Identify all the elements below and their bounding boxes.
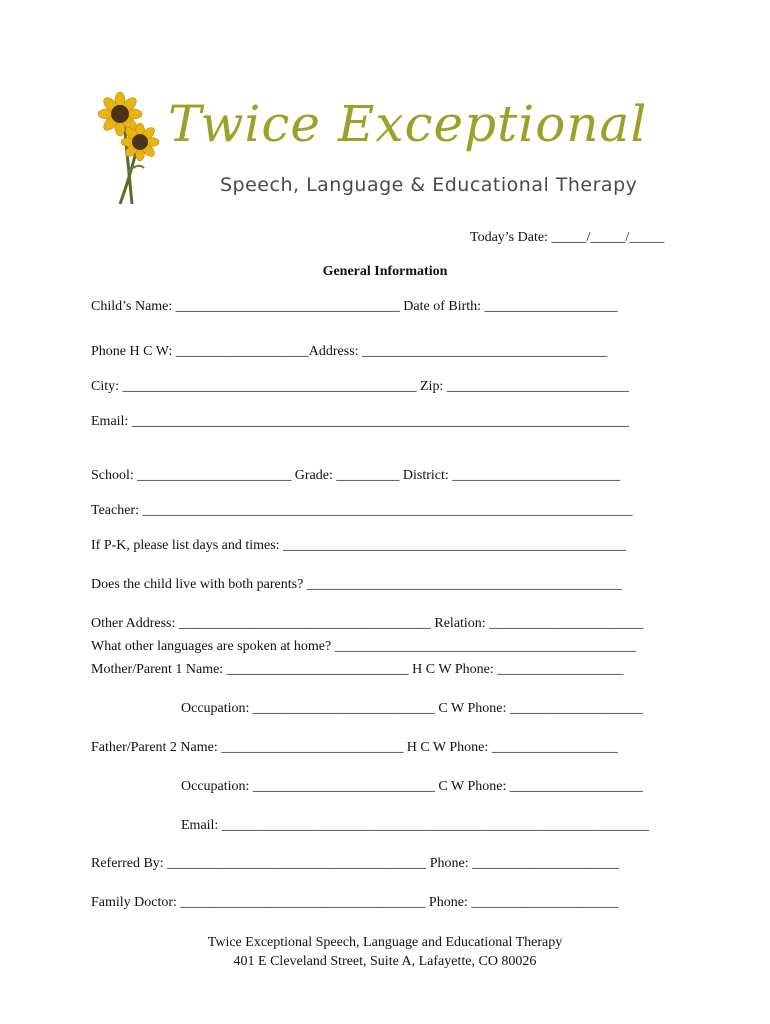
family-doctor-field[interactable]: Family Doctor: ___________________________________ Phone: _____________________ bbox=[91, 895, 619, 910]
mother-occupation-field[interactable]: Occupation: __________________________ C W Phone: ___________________ bbox=[181, 701, 643, 716]
logo-subtitle: Speech, Language & Educational Therapy bbox=[220, 174, 638, 196]
todays-date-field[interactable]: Today’s Date: _____/_____/_____ bbox=[470, 230, 665, 245]
pk-days-field[interactable]: If P-K, please list days and times: _________________________________________________ bbox=[91, 538, 627, 553]
other-address-field[interactable]: Other Address: ____________________________________ Relation: ______________________ bbox=[91, 616, 644, 631]
footer-line-2: 401 E Cleveland Street, Suite A, Lafayette, CO 80026 bbox=[233, 954, 537, 969]
both-parents-field[interactable]: Does the child live with both parents? _____________________________________________ bbox=[91, 577, 622, 592]
father-occupation-field[interactable]: Occupation: __________________________ C W Phone: ___________________ bbox=[181, 779, 643, 794]
logo-title: Twice Exceptional bbox=[168, 95, 648, 153]
child-name-field[interactable]: Child’s Name: ________________________________ Date of Birth: ___________________ bbox=[91, 299, 618, 314]
footer-line-1: Twice Exceptional Speech, Language and Educational Therapy bbox=[207, 935, 563, 950]
school-field[interactable]: School: ______________________ Grade: _________ District: ________________________ bbox=[91, 468, 621, 483]
referred-by-field[interactable]: Referred By: _____________________________________ Phone: _____________________ bbox=[91, 856, 620, 871]
city-zip-field[interactable]: City: __________________________________________ Zip: __________________________ bbox=[91, 379, 629, 394]
sunflower-icon bbox=[98, 92, 168, 210]
section-title: General Information bbox=[322, 264, 448, 279]
teacher-field[interactable]: Teacher: ______________________________________________________________________ bbox=[91, 503, 633, 518]
logo bbox=[98, 92, 678, 210]
email-field[interactable]: Email: _______________________________________________________________________ bbox=[91, 414, 629, 429]
father-name-field[interactable]: Father/Parent 2 Name: __________________________ H C W Phone: __________________ bbox=[91, 740, 618, 755]
father-email-field[interactable]: Email: _____________________________________________________________ bbox=[181, 818, 649, 833]
mother-name-field[interactable]: Mother/Parent 1 Name: __________________________ H C W Phone: __________________ bbox=[91, 662, 624, 677]
languages-field[interactable]: What other languages are spoken at home? ___________________________________________ bbox=[91, 639, 636, 654]
phone-address-field[interactable]: Phone H C W: ___________________Address: ___________________________________ bbox=[91, 344, 608, 359]
